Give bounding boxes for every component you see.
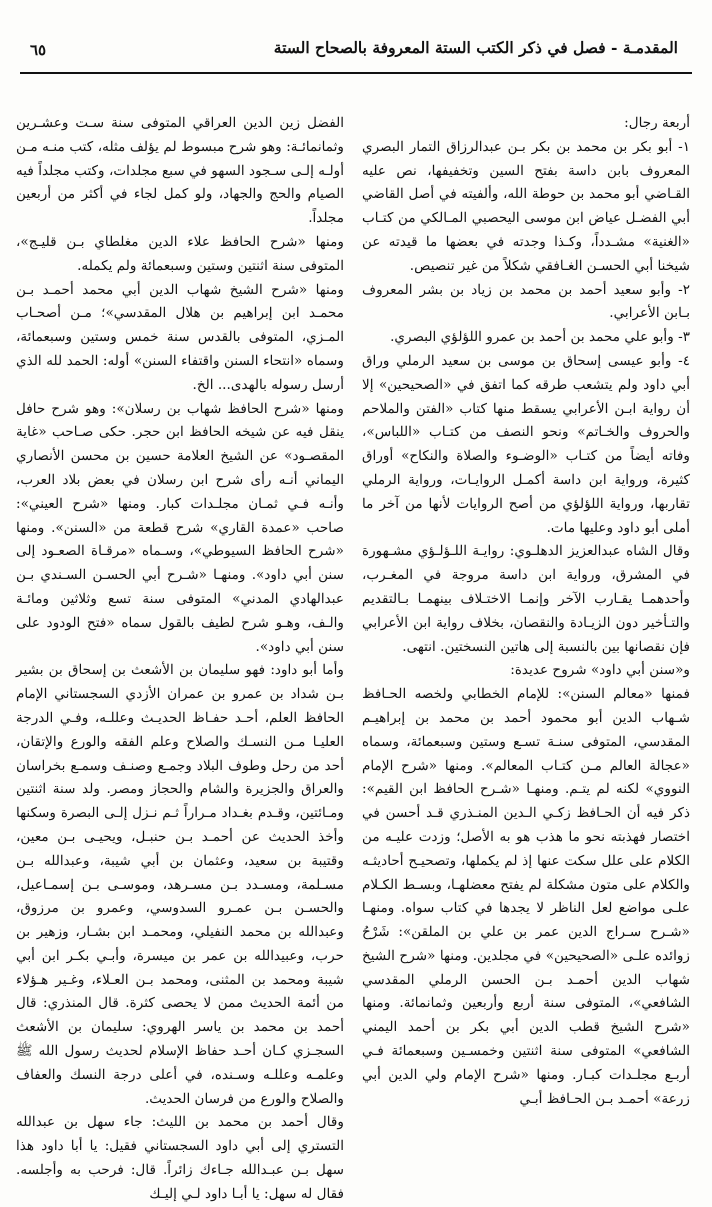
paragraph: وقال أحمد بن محمد بن الليث: جاء سهل بن عبدالله التستري إلى أبي داود السجستاني فقيل: يا أبا داود هذا سهل بـن عبـدالله جـاءك زائراً. قال: فرحب به وأجلسه. فقال له سهل: يا أبـا داود لـي إليـك xyxy=(16,1114,344,1202)
paragraph: ومنها «شرح الشيخ شهاب الدين أبي محمد أحمـد بـن محمـد ابن إبراهيم بن هلال المقدسي»؛ مـن أصحـاب المـزي، المتوفى بالقدس سنة خمس وستين وسبعمائة، وسماه «انتحاء السنن واقتفاء السنن» أوله: الحمد لله الذي أرسل رسوله بالهدى... الخ. xyxy=(16,281,344,393)
paragraph: ٢- وأبو سعيد أحمد بن محمد بن زياد بن بشر المعروف بـابن الأعرابي. xyxy=(362,281,690,322)
paragraph: أربعة رجال: xyxy=(624,115,690,131)
paragraph: فمنها «معالم السنن»: للإمام الخطابي ولخصه الحـافظ شـهاب الدين أبو محمود أحمد بن محمد بن إبراهيـم المقدسي، المتوفى سنـة تسـع وستين وسبعمائة، وسماه «عجالة العالم مـن كتـاب المعالم». ومنها «شرح الإمام النووي» لكنه لم يتـم. ومنهـا «شـرح الحافظ ابن القيم»: ذكر فيه أن الحـافظ زكـي الـدين المنـذري قـد أحسن في اختصار فهذبته نحو ما هذب هو به الأصل؛ وزدت عليـه من الكلام على علل سكت عنها إذ لم يكملها، وتصحيـح أحاديثـه والكلام على متون مشكلة لم يفتح معضلهـا، وبسـط الكـلام علـى مواضع لعل الناظر لا يجدها في كتاب سواه. ومنهـا «شـرح سـراج الدين عمر بن علي بن الملقن»: شَرْحُ زوائده علـى «الصحيحين» في مجلدين. ومنها «شرح الشيخ شهاب الدين أحمـد بـن الحسن الرملي المقدسي الشافعي»، المتوفى سنة أربع وأربعين وثمانمائة. ومنها «شرح الشيخ قطب الدين أبي بكر بن أحمد اليمني الشافعي» المتوفى سنة اثنتين وخمسـين وسبعمائة فـي أربـع مجلـدات كبـار. ومنها «شرح الإمام ولي الدين أبي زرعة» أحمـد بـن الحـافظ أبـي xyxy=(362,686,690,1107)
running-header-title: المقدمـة - فصل في ذكر الكتب الستة المعروفة بالصحاح الستة xyxy=(273,38,678,57)
paragraph: الفضل زين الدين العراقي المتوفى سنة سـت وعشـرين وثمانمائـة: وهو شرح مبسوط لم يؤلف مثله، كتب منـه مـن أولـه إلـى سـجود السهو في سبع مجلدات، وكتب مجلداً فيه الصيام والحج والجهاد، ولو كمل لجاء في أكثر من أربعين مجلداً. xyxy=(16,115,344,227)
running-header xyxy=(20,32,692,74)
paragraph: وأما أبو داود: فهو سليمان بن الأشعث بن إسحاق بن بشير بـن شداد بن عمرو بن عمران الأزدي السجستاني الإمام الحافظ العلم، أحـد حفـاظ الحديـث وعللـه، وفـي الدرجة العليـا مـن النسـك والصلاح وعلم الفقه والورع والإتقان، أحد من رحل وطوف البلاد وجمـع وصنـف وسمـع بخراسان والعراق والجزيرة والشام والحجاز ومصر. ولد سنة اثنتين ومـائتين، وقـدم بغـداد مـراراً ثـم نـزل إلـى البصرة وسكنها وأخذ الحديث عن أحمـد بـن حنبـل، ويحيـى بـن معين، وقتيبة بن سعيد، وعثمان بن أبي شيبة، وعبدالله بـن مسـلمة، ومسـدد بـن مسـرهد، وموسـى بـن إسمـاعيل، والحسـن بـن عمـرو السدوسي، وعمرو بن مرزوق، وعبدالله بن محمد النفيلي، ومحمـد ابن بشـار، وزهير بن حرب، وعبيدالله بن عمر بن ميسرة، وأبـي بكـر ابن أبي شيبة ومحمد بن المثنى، ومحمد بـن العـلاء، وغـير هـؤلاء من أئمة الحديث ممن لا يحصى كثرة. قال المنذري: قال أحمد بن محمد بن ياسر الهروي: سليمان بن الأشعث السجـزي كـان أحـد حفاظ الإسلام لحديث رسول الله ﷺ وعلمـه وعللـه وسـنده، في أعلى درجة النسك والعفاف والصلاح والورع من فرسان الحديث. xyxy=(16,662,344,1107)
right-column xyxy=(362,112,690,1107)
paragraph: ومنها «شرح الحافظ علاء الدين مغلطاي بـن قليـج»، المتوفى سنة اثنتين وستين وسبعمائة ولم يكمله. xyxy=(16,233,344,274)
paragraph: ٤- وأبو عيسى إسحاق بن موسى بن سعيد الرملي وراق أبي داود ولم يتشعب طرقه كما اتفق في «الصحيحين» إلا أن رواية ابـن الأعرابي يسقط منها كتاب «الفتن والملاحم والحروف والخـاتم» ونحو النصف من كتـاب «اللباس»، وفاته أيضاً من كتـاب «الوضـوء والصلاة والنكاح» أوراق كثيرة، ورواية ابن داسة أكمـل الروايـات، ورواية الرملي تقاربها، ورواية اللؤلؤي من أصح الروايات لأنها من آخر ما أملى أبو داود وعليها مات. xyxy=(362,352,690,536)
paragraph: ومنها «شرح الحافظ شهاب بن رسلان»: وهو شرح حافل ينقل فيه عن شيخه الحافظ ابن حجر. حكى صـاحب «غاية المقصـود» عن الشيخ العلامة حسين بن محسن الأنصاري اليماني أنـه رأى شرح ابن رسلان في بعض بلاد العرب، وأنـه فـي ثمـان مجلـدات كبار. ومنها «شرح العيني»: صاحب «عمدة القاري» شرح قطعة من «السنن». ومنها «شرح الحافظ السيوطي»، وسـماه «مرقـاة الصعـود إلى سنن أبي داود». ومنهـا «شـرح أبي الحسـن السـندي بـن عبدالهادي المدني» المتوفى سنة تسع وثلاثين ومائـة والـف، وهـو شرح لطيف بالقول سماه «فتح الودود على سنن أبي داود». xyxy=(16,400,344,655)
paragraph: و«سنن أبي داود» شروح عديدة: xyxy=(510,662,690,679)
paragraph: وقال الشاه عبدالعزيز الدهلـوي: روايـة اللـؤلـؤي مشـهورة في المشرق، ورواية ابن داسة مروجة في المغـرب، وأحدهمـا يقـارب الآخر وإنمـا الاختـلاف بينهمـا بـالتقديم والتـأخير دون الزيـادة والنقصان، بخلاف رواية ابن الأعرابي فإن نقصانها بين بالنسبة إلى هاتين النسختين. انتهى. xyxy=(362,543,690,655)
page-number: ٦٥ xyxy=(30,41,47,59)
paragraph: ١- أبو بكر بن محمد بن بكر بـن عبدالرزاق التمار البصري المعروف بابن داسة بفتح السين وتخفيفها، نص عليه القـاضي أبو محمد بن حوطة الله، وألفيته في أصل القاضي أبي الفضـل عياض ابن موسى اليحصبي المـالكي من كتـاب «الغنية» مشـدداً، وكـذا وجدته في بعضها ما قيدته عن شيخنا أبي الحسـن الغـافقي شكلاً من غير تنصيص. xyxy=(362,138,690,274)
left-column xyxy=(16,112,344,1202)
paragraph: ٣- وأبو علي محمد بن أحمد بن عمرو اللؤلؤي البصري. xyxy=(390,329,690,346)
